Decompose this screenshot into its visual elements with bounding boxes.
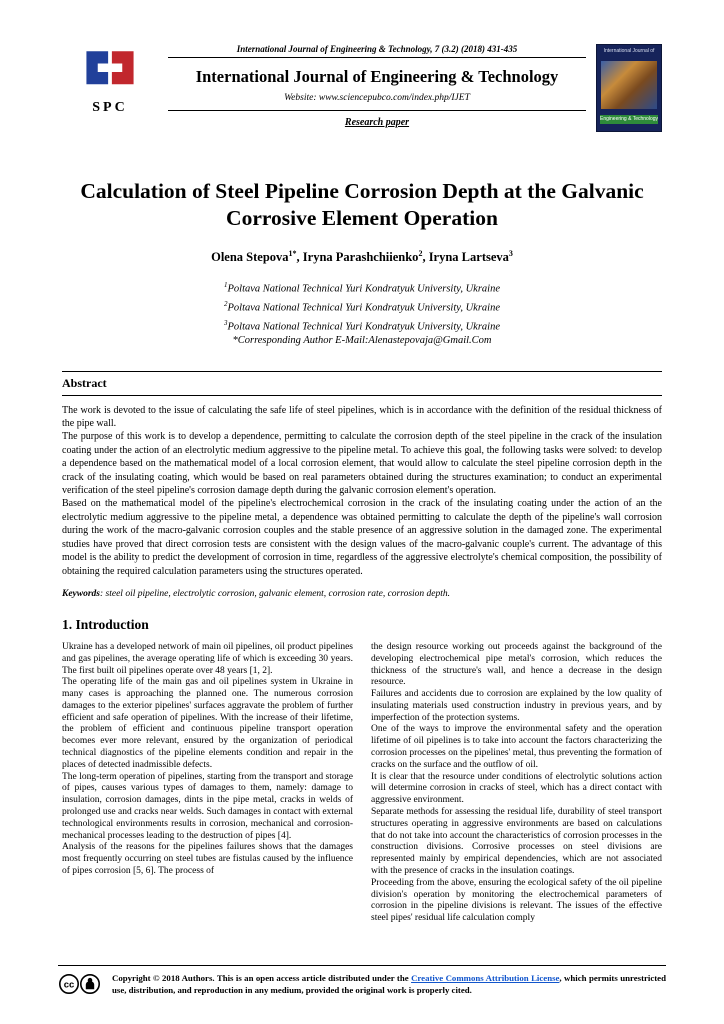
body-paragraph: The long-term operation of pipelines, starting from the transport and storage of pipes, causes various types of damages to them, namely: damage to insulation, corrosion damages, dints in the pipe metal, cracks in welds of prolonged use and cracks near welds. Such damages in contact with external technological environments results in corrosion, mechanical and corrosion-mechanical processes leading to the destruction of pipes [4]. <box>62 771 353 841</box>
journal-title: International Journal of Engineering & Technology <box>195 67 559 86</box>
keywords-line <box>62 589 662 599</box>
affiliation-text: Poltava National Technical Yuri Kondratyuk University, Ukraine <box>227 321 500 333</box>
spc-logo-icon <box>77 48 143 94</box>
paper-type-label: Research paper <box>344 117 410 128</box>
journal-citation: International Journal of Engineering & Technology, 7 (3.2) (2018) 431-435 <box>236 44 518 54</box>
corresponding-author-line: *Corresponding Author E-Mail:Alenastepovaja@Gmail.Com <box>232 335 492 347</box>
cc-license-link[interactable]: Creative Commons Attribution License <box>411 973 560 983</box>
keywords-label: Keywords <box>62 588 100 599</box>
svg-text:cc: cc <box>63 979 75 991</box>
affiliation-text: Poltava National Technical Yuri Kondratyuk University, Ukraine <box>227 283 500 295</box>
copyright-text-before: Copyright © 2018 Authors. This is an open access article distributed under the <box>112 973 412 983</box>
right-column <box>371 617 662 925</box>
journal-website: Website: www.sciencepubco.com/index.php/IJET <box>284 93 470 103</box>
body-paragraph: Analysis of the reasons for the pipelines failures shows that the damages most frequently occurring on steel tubes are fistulas caused by the influence of pipes corrosion [5, 6]. The process of <box>62 842 353 877</box>
affiliations <box>62 278 662 348</box>
journal-header <box>62 44 662 132</box>
abstract-paragraph: The purpose of this work is to develop a dependence, permitting to calculate the corrosion depth of the steel pipeline in the crack of the insulation coating under the action of an electrolytic medium aggressive to the pipeline metal. To achieve this goal, the following tasks were solved: to develop a dependence based on the mathematical model of a local corrosion element, that would allow to calculate the steel pipeline corrosion depth in the crack of the insulating coating, which would be based on real parameters obtained during the structures examination; to conduct an experimental verification of the steel pipeline's corrosion damage depth during the galvanic corrosion element's operation. <box>62 431 662 497</box>
author-superscript: 3 <box>508 249 513 259</box>
body-columns <box>62 617 662 925</box>
publisher-logo <box>62 44 158 132</box>
divider <box>168 57 586 58</box>
body-paragraph: Failures and accidents due to corrosion are explained by the low quality of insulating materials used construction industry in previous years, and by imperfection of the protection systems. <box>371 689 662 723</box>
divider <box>168 110 586 111</box>
body-paragraph: Separate methods for assessing the residual life, durability of steel transport structures operating in aggressive environments are based on calculations that do not take into account the characteristics of corrosion processes in the construction divisions. Corrosive processes on steel divisions are represented mainly by empirical dependencies, which are not associated with the presence of cracks in the insulation coatings. <box>371 807 662 877</box>
copyright-text <box>112 972 666 996</box>
affiliation-text: Poltava National Technical Yuri Kondratyuk University, Ukraine <box>227 302 500 314</box>
author-superscript: 1* <box>288 249 297 259</box>
journal-cover-art <box>601 61 657 109</box>
abstract-heading: Abstract <box>62 375 107 390</box>
cc-by-license-icon <box>58 973 102 995</box>
author-name: , Iryna Parashchiienko <box>296 250 419 265</box>
author-name: Olena Stepova <box>211 250 289 265</box>
divider <box>62 395 662 396</box>
affiliation-superscript: 1 <box>223 281 228 290</box>
body-paragraph: One of the ways to improve the environmental safety and the operation lifetime of oil pipelines is to take into account the factors characterizing the corrosion processes on the pipelines' metal, thus preventing the formation of cracks on the surface and the outflow of oil. <box>371 724 662 770</box>
body-paragraph: the design resource working out proceeds against the background of the developing electrochemical pipe metal's corrosion, which reduces the thickness of the structure's wall, and hence a decrease in the design resource. <box>371 641 662 688</box>
abstract-paragraph: The work is devoted to the issue of calculating the safe life of steel pipelines, which is in accordance with the definition of the residual thickness of the pipe wall. <box>62 404 662 430</box>
section-heading-introduction: 1. Introduction <box>62 616 149 632</box>
affiliation-line <box>62 278 662 297</box>
copyright-text-after: , which permits unrestricted use, distribution, and reproduction in any medium, provided the original work is properly cited. <box>112 973 666 995</box>
body-paragraph: It is clear that the resource under conditions of electrolytic solutions action will determine corrosion in cracks of steel, which has a direct contact with aggressive environment. <box>371 771 662 806</box>
authors-line <box>62 249 662 265</box>
affiliation-line <box>62 297 662 316</box>
journal-cover-top-text: International Journal of <box>603 48 655 54</box>
abstract-section <box>62 371 662 599</box>
body-paragraph: Ukraine has a developed network of main oil pipelines, oil product pipelines and gas pipelines, the average operating life of which is exceeding 30 years. The first built oil pipelines operate over 48 years [1, 2]. <box>62 641 353 676</box>
author-superscript: 2 <box>418 249 423 259</box>
publisher-logo-text: SPC <box>92 100 128 115</box>
journal-cover-thumbnail <box>596 44 662 132</box>
journal-cover-band: Engineering & Technology <box>600 116 658 122</box>
keywords-text: : steel oil pipeline, electrolytic corrosion, galvanic element, corrosion rate, corrosion depth. <box>100 588 451 599</box>
affiliation-superscript: 2 <box>223 300 228 309</box>
body-paragraph: The operating life of the main gas and oil pipelines system in Ukraine in many cases is approaching the planned one. The numerous corrosion damages to the exterior pipelines' surfaces aggravate the problem of further efficient and safe operation of pipelines. With the increase of their lifetime, the problem of efficient and continuous pipeline transport operation becomes ever more relevant, ensured by the organization of periodical technical diagnostics of the pipeline elements condition and repair in the places of detected inadmissible defects. <box>62 677 353 770</box>
affiliation-superscript: 3 <box>223 318 228 327</box>
copyright-footer <box>58 965 666 996</box>
journal-masthead <box>158 44 596 132</box>
body-paragraph: Proceeding from the above, ensuring the ecological safety of the oil pipeline division's operation by monitoring the electrochemical parameters of corrosion in the pipeline divisions is relevant. The issues of the effective steel pipes' residual life calculation comply <box>371 877 662 924</box>
left-column <box>62 617 353 925</box>
author-name: , Iryna Lartseva <box>422 250 509 265</box>
affiliation-line <box>62 316 662 335</box>
divider <box>62 371 662 372</box>
abstract-text <box>62 404 662 578</box>
paper-title: Calculation of Steel Pipeline Corrosion Depth at the Galvanic Corrosive Element Operation <box>80 179 644 231</box>
abstract-paragraph: Based on the mathematical model of the pipeline's electrochemical corrosion in the crack of the insulating coating under the action of an the electrolytic medium aggressive to the pipeline metal, a dependence was obtained permitting to calculate the depth of the pipeline's wall corrosion during the work of the macro-galvanic corrosion couples and the stable presence of an aggressive solution in the damaged zone. The experimental studies have proved that direct corrosion tests are consistent with the design values of the macro-galvanic couple's current. The advantage of this model is the ability to predict the development of corrosion in time, regardless of the aggressive electrolyte's chemical composition, the possibility of obtaining the required calculation parameters using the structures operated. <box>62 498 662 577</box>
